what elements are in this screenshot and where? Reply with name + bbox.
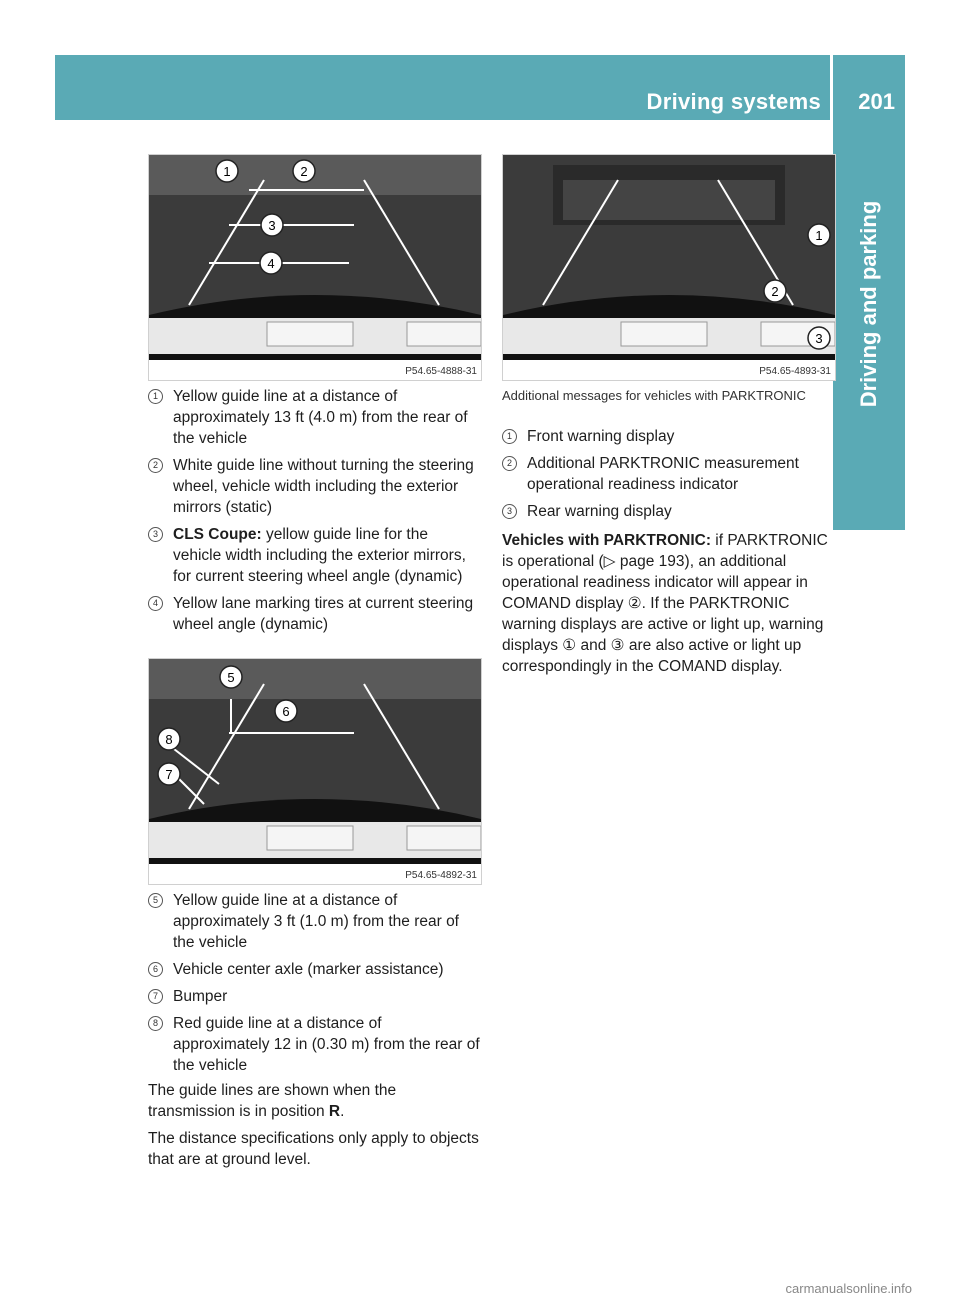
legend-item: 6 Vehicle center axle (marker assistance) (148, 959, 480, 980)
camera-view-1 (149, 155, 481, 380)
header-divider (830, 55, 833, 120)
number-icon: 4 (148, 596, 163, 611)
marker-1-icon (808, 224, 830, 246)
marker-3-icon (261, 214, 283, 236)
legend-list-3 (502, 426, 834, 528)
number-icon: 2 (502, 456, 517, 471)
svg-text:3: 3 (815, 331, 823, 346)
side-tab-label: Driving and parking (856, 200, 881, 407)
number-icon: 1 (502, 429, 517, 444)
svg-text:2: 2 (771, 284, 779, 299)
paragraph-distance: The distance specifications only apply to objects that are at ground level. (148, 1130, 479, 1168)
marker-7-icon (158, 763, 180, 785)
svg-text:1: 1 (815, 228, 823, 243)
footer-watermark: carmanualsonline.info (785, 1281, 912, 1296)
paragraph-parktronic: Vehicles with PARKTRONIC: if PARKTRONIC is operational (▷ page 193), an additional operational readiness indicator will appear in COMAND display ②. If the PARKTRONIC warning displays are active or light up, warning displays ① and ③ are also active or light up correspondingly in the COMAND display. (502, 532, 828, 675)
number-icon: 7 (148, 989, 163, 1004)
svg-text:3: 3 (268, 218, 276, 233)
side-tab (833, 120, 905, 487)
camera-view-3 (503, 155, 835, 380)
legend-item: 8 Red guide line at a distance of approximately 12 in (0.30 m) from the rear of the vehicle (148, 1013, 480, 1076)
legend-item: 1 Front warning display (502, 426, 834, 447)
marker-8-icon (158, 728, 180, 750)
svg-text:1: 1 (223, 164, 231, 179)
legend-item: 1 Yellow guide line at a distance of approximately 13 ft (4.0 m) from the rear of the vehicle (148, 386, 480, 449)
number-icon: 6 (148, 962, 163, 977)
svg-text:4: 4 (267, 256, 275, 271)
marker-2-icon (764, 280, 786, 302)
header-bar (55, 55, 905, 120)
figure-code: P54.65-4888-31 (405, 366, 477, 377)
legend-item: 7 Bumper (148, 986, 480, 1007)
number-icon: 3 (148, 527, 163, 542)
svg-text:7: 7 (165, 767, 173, 782)
legend-item: 3 CLS Coupe: yellow guide line for the vehicle width including the exterior mirrors, for current steering wheel angle (dynamic) (148, 524, 480, 587)
marker-2-icon (293, 160, 315, 182)
svg-text:5: 5 (227, 670, 235, 685)
paragraph-guide-lines: The guide lines are shown when the transmission is in position R. (148, 1082, 397, 1120)
number-icon: 2 (148, 458, 163, 473)
number-icon: 1 (148, 389, 163, 404)
marker-6-icon (275, 700, 297, 722)
figure-code: P54.65-4893-31 (759, 366, 831, 377)
legend-item: 4 Yellow lane marking tires at current steering wheel angle (dynamic) (148, 593, 480, 635)
camera-figure-1 (148, 154, 482, 381)
svg-text:2: 2 (300, 164, 308, 179)
page-number: 201 (858, 89, 895, 114)
legend-item: 2 Additional PARKTRONIC measurement operational readiness indicator (502, 453, 834, 495)
marker-3-icon (808, 327, 830, 349)
marker-5-icon (220, 666, 242, 688)
number-icon: 5 (148, 893, 163, 908)
camera-figure-3 (502, 154, 836, 381)
svg-text:6: 6 (282, 704, 290, 719)
legend-list-1 (148, 386, 480, 641)
number-icon: 8 (148, 1016, 163, 1031)
side-tab-block (833, 487, 905, 530)
marker-4-icon (260, 252, 282, 274)
figure-code: P54.65-4892-31 (405, 870, 477, 881)
legend-item: 5 Yellow guide line at a distance of approximately 3 ft (1.0 m) from the rear of the vehicle (148, 890, 480, 953)
number-icon: 3 (502, 504, 517, 519)
svg-text:8: 8 (165, 732, 173, 747)
camera-view-2 (149, 659, 481, 884)
marker-1-icon (216, 160, 238, 182)
legend-item: 3 Rear warning display (502, 501, 834, 522)
legend-item: 2 White guide line without turning the steering wheel, vehicle width including the exterior mirrors (static) (148, 455, 480, 518)
camera-figure-2 (148, 658, 482, 885)
figure-caption: Additional messages for vehicles with PARKTRONIC (502, 388, 806, 403)
legend-list-2 (148, 890, 480, 1082)
section-title: Driving systems (646, 89, 821, 114)
